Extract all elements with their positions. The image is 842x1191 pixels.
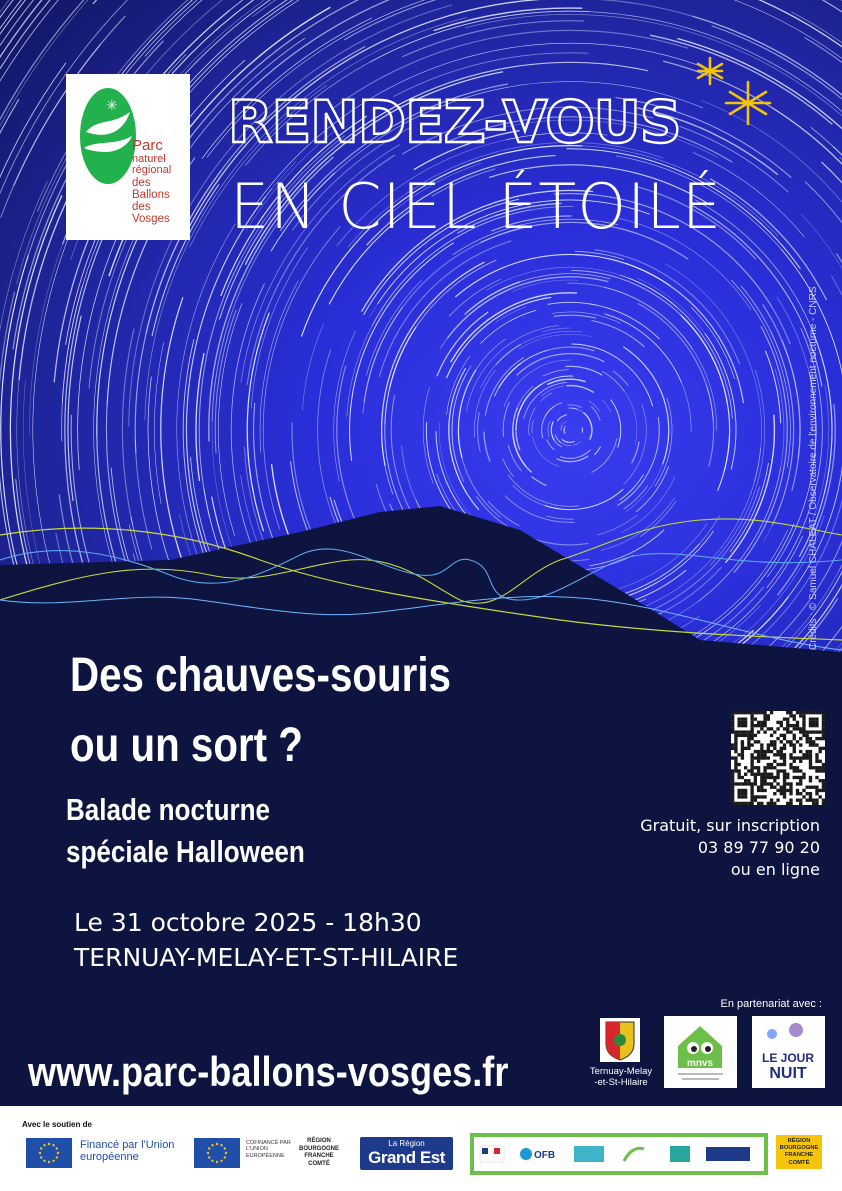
bfc-text-1: RÉGION xyxy=(307,1138,331,1144)
ternuay-crest-logo xyxy=(600,1018,640,1062)
ofb-text: OFB xyxy=(534,1150,556,1161)
nuit-label-1: LE JOUR xyxy=(761,1051,815,1065)
sponsor-group-logos xyxy=(474,1137,764,1171)
qr-code[interactable] xyxy=(731,711,825,805)
park-logo-line-2: naturel xyxy=(132,152,166,165)
website-link[interactable]: www.parc-ballons-vosges.fr xyxy=(28,1048,509,1095)
eu-cofunded-text: COFINANCÉ PAR L'UNION EUROPÉENNE xyxy=(246,1140,291,1159)
park-logo-line-1: Parc xyxy=(132,137,163,154)
eu-flag-icon xyxy=(26,1138,72,1168)
bfc-text-4: COMTÉ xyxy=(308,1160,330,1167)
partners-label: En partenariat avec : xyxy=(720,998,822,1010)
park-logo-line-5: des Vosges xyxy=(132,200,170,226)
event-date: Le 31 octobre 2025 - 18h30 xyxy=(74,908,422,937)
subtitle-line-2: spéciale Halloween xyxy=(66,834,305,869)
grand-est-big-text: Grand Est xyxy=(368,1148,445,1167)
bfc2-text-3: FRANCHE xyxy=(784,1152,814,1159)
ternuay-caption-1: Ternuay-Melay xyxy=(589,1066,653,1077)
mountain-snow-icon xyxy=(80,88,136,184)
headline-line-1: Des chauves-souris xyxy=(70,649,451,702)
ternuay-caption-2: -et-St-Hilaire xyxy=(594,1077,648,1088)
jour-de-la-nuit-logo xyxy=(752,1016,825,1088)
booking-phone[interactable]: 03 89 77 90 20 xyxy=(697,838,820,857)
grand-est-small-text: La Région xyxy=(388,1139,425,1148)
park-logo-line-3: régional xyxy=(132,164,172,177)
bfc2-text-4: COMTÉ xyxy=(788,1159,810,1166)
park-logo xyxy=(66,74,190,240)
svg-text:✳: ✳ xyxy=(106,98,118,114)
bfc-text-3: FRANCHE xyxy=(304,1153,334,1159)
event-place: TERNUAY-MELAY-ET-ST-HILAIRE xyxy=(74,943,459,972)
bfc-text-2: BOURGOGNE xyxy=(298,1145,339,1152)
mnvs-logo xyxy=(664,1016,737,1088)
photo-credit: Crédits : © Samuel CHALEAT / Observatoire de l'environnement nocturne - CNRS xyxy=(808,286,819,650)
eu-funding-text: Financé par l'Union européenne xyxy=(80,1139,175,1164)
eu-flag-icon-2 xyxy=(194,1138,240,1168)
headline-line-2: ou un sort ? xyxy=(70,719,303,772)
title-ciel-etoile: EN CIEL ÉTOILÉ xyxy=(230,170,723,243)
title-rendez-vous: RENDEZ-VOUS xyxy=(228,88,681,156)
park-leaf-icon xyxy=(80,88,136,184)
park-logo-text xyxy=(132,138,190,225)
bfc2-text-1: RÉGION xyxy=(787,1138,811,1144)
bfc2-text-2: BOURGOGNE xyxy=(779,1145,819,1152)
mnvs-text: mnvs xyxy=(686,1058,714,1069)
booking-online-text: ou en ligne xyxy=(730,860,820,879)
region-bfc-logo xyxy=(296,1138,342,1168)
qr-code-image xyxy=(731,711,825,805)
support-label: Avec le soutien de xyxy=(22,1120,92,1129)
booking-free-text: Gratuit, sur inscription xyxy=(640,816,820,835)
region-bfc-logo-yellow-text xyxy=(776,1138,822,1167)
stars-icon xyxy=(690,54,780,134)
sponsor-group-frame xyxy=(470,1133,768,1175)
park-logo-line-4: des Ballons xyxy=(132,176,170,201)
nuit-label-2: NUIT xyxy=(769,1065,807,1082)
subtitle-line-1: Balade nocturne xyxy=(66,792,271,827)
